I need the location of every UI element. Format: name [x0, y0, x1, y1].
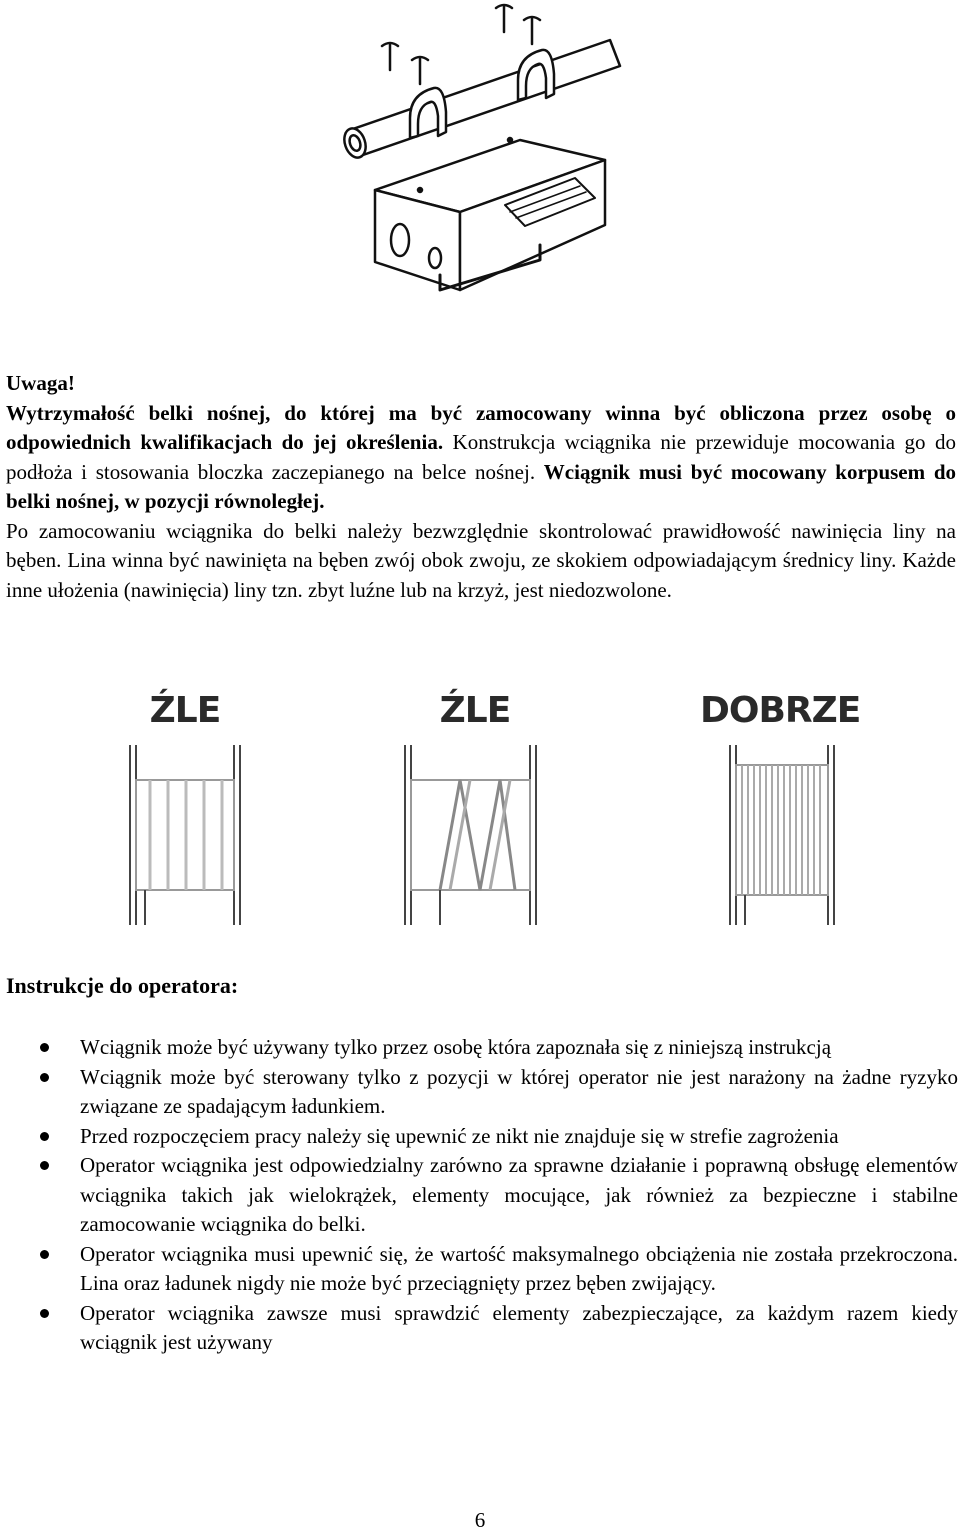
page-number: 6 [474, 1508, 486, 1532]
bullet-icon [40, 1309, 49, 1318]
spool-wrong-1 [110, 690, 260, 935]
instructions-heading: Instrukcje do operatora: [6, 973, 239, 998]
list-item-text: Przed rozpoczęciem pracy należy się upewnić ze nikt nie znajduje się w strefie zagrożenia [80, 1123, 839, 1148]
list-item [40, 1033, 958, 1063]
screw-icon [412, 57, 428, 84]
list-item-text: Operator wciągnika jest odpowiedzialny zarówno za sprawne działanie i poprawną obsługę elementów wciągnika takich jak wielokrążek, elementy mocujące, jak również za bezpieczne i stabilne zamocowanie wciągnika do belki. [80, 1153, 958, 1236]
list-item [40, 1240, 958, 1299]
warning-paragraph-2: Po zamocowaniu wciągnika do belki należy bezwzględnie skontrolować prawidłowość nawinięcia liny na bęben. Lina winna być nawinięta na bęben zwój obok zwoju, ze skokiem odpowiadającym średnicy liny. Każde inne ułożenia (nawinięcia) liny tzn. zbyt luźne lub na krzyż, jest niedozwolone. [6, 518, 956, 602]
warning-paragraph-1 [6, 399, 956, 517]
instructions-list [40, 1033, 958, 1358]
spool-tight-winding-icon [700, 735, 850, 935]
list-item [40, 1122, 958, 1152]
spool-cross-winding-icon [400, 735, 550, 935]
bullet-icon [40, 1250, 49, 1259]
bullet-icon [40, 1161, 49, 1170]
list-item [40, 1299, 958, 1358]
screw-icon [496, 5, 512, 32]
warning-normal-1: Konstrukcja wciągnika nie przewiduje mocowania go do podłoża i stosowania bloczka zaczepianego na belce nośnej. [6, 430, 956, 484]
warning-bold-2: Wciągnik musi być mocowany korpusem do belki nośnej, w pozycji równoległej. [6, 459, 956, 513]
list-item-text: Wciągnik może być sterowany tylko z pozycji w której operator nie jest narażony na żadne ryzyko związane ze spadającym ładunkiem. [80, 1064, 958, 1118]
list-item [40, 1063, 958, 1122]
list-item-text: Operator wciągnika zawsze musi sprawdzić elementy zabezpieczające, za każdym razem kiedy wciągnik jest używany [80, 1300, 958, 1354]
spool-correct [700, 690, 861, 935]
warning-section [6, 369, 956, 605]
spool-loose-winding-icon [110, 735, 260, 935]
screw-icon [382, 43, 398, 70]
list-item-text: Wciągnik może być używany tylko przez osobę która zapoznała się z niniejszą instrukcją [80, 1035, 832, 1059]
bullet-icon [40, 1073, 49, 1082]
list-item-text: Operator wciągnika musi upewnić się, że wartość maksymalnego obciążenia nie została przekroczona. Lina oraz ładunek nigdy nie może być przeciągnięty przez bęben zwijający. [80, 1241, 958, 1295]
spool-label: DOBRZE [700, 690, 861, 731]
hoist-mounting-illustration [320, 0, 640, 300]
spool-wrong-2 [400, 690, 550, 935]
screw-icon [524, 17, 540, 44]
bullet-icon [40, 1132, 49, 1141]
warning-bold-1: Wytrzymałość belki nośnej, do której ma być zamocowany winna być obliczona przez osobę o odpowiednich kwalifikacjach do jej określenia. [6, 400, 956, 454]
spool-label: ŹLE [439, 690, 511, 731]
list-item [40, 1151, 958, 1240]
warning-title: Uwaga! [6, 371, 75, 395]
bullet-icon [40, 1043, 49, 1052]
spool-label: ŹLE [149, 690, 221, 731]
